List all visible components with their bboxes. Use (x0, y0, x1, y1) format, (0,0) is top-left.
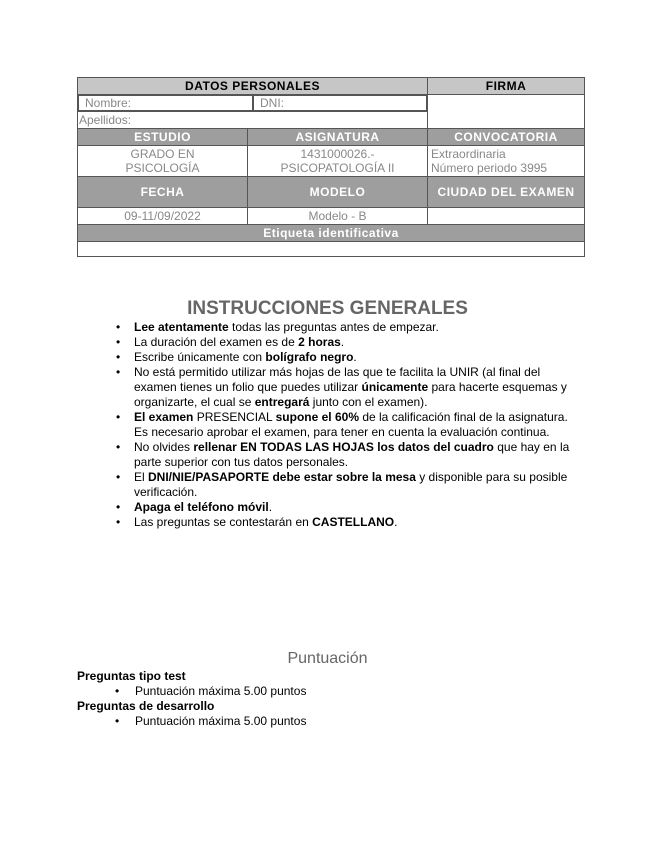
name-field[interactable]: Nombre: (78, 95, 253, 111)
instruction-text: entregará (254, 395, 310, 409)
instruction-text: bolígrafo negro (265, 350, 354, 364)
instruction-text: Lee atentamente (134, 320, 229, 334)
instruction-text: PRESENCIAL (193, 410, 276, 424)
instruction-text: CASTELLANO (312, 515, 395, 529)
label-banner: Etiqueta identificativa (78, 225, 585, 242)
subject-line-2: PSICOPATOLOGÍA II (280, 161, 395, 175)
model-value: Modelo - B (248, 208, 428, 225)
city-value[interactable] (428, 208, 585, 225)
scoring-block (77, 669, 306, 729)
dev-section-label: Preguntas de desarrollo (77, 699, 215, 713)
instruction-text: supone el 60% (275, 410, 359, 424)
test-section-label: Preguntas tipo test (77, 669, 186, 683)
instruction-item (116, 350, 576, 365)
instruction-text: No está permitido utilizar más hojas de las que te facilita la UNIR (al final del examen tienes un folio que puedes utilizar (134, 365, 541, 394)
dni-field[interactable]: DNI: (253, 95, 427, 111)
instruction-text: todas las preguntas antes de empezar. (228, 320, 439, 334)
instruction-item (116, 470, 576, 500)
instruction-text: . (353, 350, 357, 364)
name-dni-row (78, 95, 428, 112)
instruction-text: El examen (134, 410, 194, 424)
instruction-text: rellenar EN TODAS LAS HOJAS los datos del cuadro (193, 440, 494, 454)
study-value (78, 146, 248, 177)
instruction-item (116, 515, 576, 530)
instruction-text: junto con el examen). (309, 395, 428, 409)
instruction-text: No olvides (134, 440, 194, 454)
study-line-1: GRADO EN (130, 147, 195, 161)
study-line-2: PSICOLOGÍA (125, 161, 200, 175)
instruction-text: para hacerte esquemas y organizarte, el cual se (134, 380, 567, 409)
instruction-text: que hay en la parte superior con tus datos personales. (134, 440, 570, 469)
instruction-item (116, 500, 576, 515)
signature-header: FIRMA (428, 78, 585, 95)
instruction-text: Apaga el teléfono móvil (134, 500, 269, 514)
test-score-item: • Puntuación máxima 5.00 puntos (77, 684, 306, 699)
instructions-title: INSTRUCCIONES GENERALES (187, 298, 468, 319)
instruction-text: 2 horas (298, 335, 341, 349)
call-line-1: Extraordinaria (431, 147, 506, 161)
instruction-text: . (268, 500, 273, 514)
call-value (428, 146, 585, 177)
personal-data-header: DATOS PERSONALES (78, 78, 428, 95)
subject-value (248, 146, 428, 177)
surname-field[interactable]: Apellidos: (78, 112, 428, 129)
instruction-text: DNI/NIE/PASAPORTE debe estar sobre la mesa (148, 470, 416, 484)
signature-box[interactable] (428, 95, 585, 129)
dev-score-item: • Puntuación máxima 5.00 puntos (77, 714, 306, 729)
instruction-text: La duración del examen es de (134, 335, 299, 349)
date-header: FECHA (78, 177, 248, 208)
subject-header: ASIGNATURA (248, 129, 428, 146)
date-value: 09-11/09/2022 (78, 208, 248, 225)
instruction-text: . (340, 335, 345, 349)
instruction-text: únicamente (361, 380, 429, 394)
instructions-list (116, 320, 576, 530)
instruction-text: . (394, 515, 398, 529)
exam-header-table (77, 77, 585, 257)
scoring-title: Puntuación (287, 650, 368, 667)
study-header: ESTUDIO (78, 129, 248, 146)
call-header: CONVOCATORIA (428, 129, 585, 146)
instruction-item (116, 440, 576, 470)
instruction-item (116, 365, 576, 410)
instruction-text: Escribe únicamente con (134, 350, 266, 364)
instruction-item (116, 410, 576, 440)
label-area[interactable] (78, 242, 585, 257)
city-header: CIUDAD DEL EXAMEN (428, 177, 585, 208)
instruction-item (116, 335, 576, 350)
instruction-item (116, 320, 576, 335)
instruction-text: El (134, 470, 149, 484)
call-line-2: Número periodo 3995 (431, 161, 548, 175)
instruction-text: de la calificación final de la asignatura. Es necesario aprobar el examen, para tener en cuenta la evaluación continua. (134, 410, 568, 439)
model-header: MODELO (248, 177, 428, 208)
instruction-text: y disponible para su posible verificación. (134, 470, 568, 499)
instruction-text: Las preguntas se contestarán en (134, 515, 313, 529)
subject-line-1: 1431000026.- (300, 147, 375, 161)
